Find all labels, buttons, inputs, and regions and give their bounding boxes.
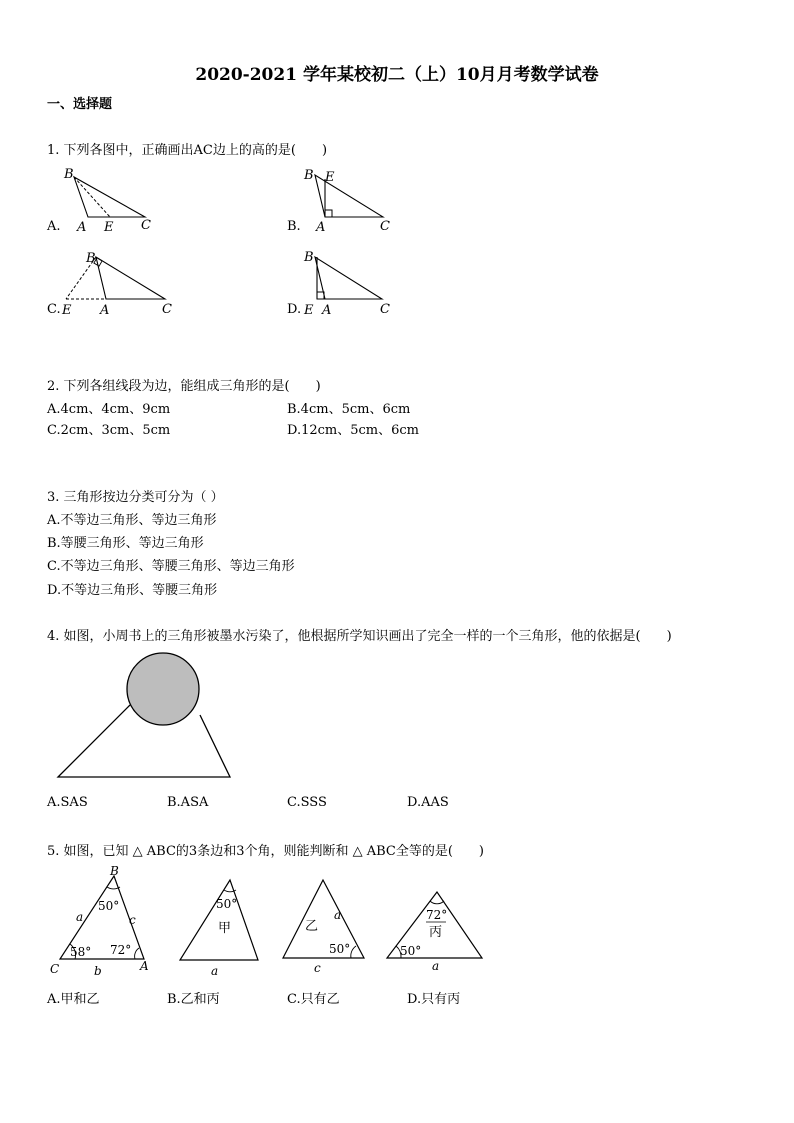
q4-option-c[interactable]: C.SSS [287,795,327,810]
q3-option-c[interactable]: C.不等边三角形、等腰三角形、等边三角形 [47,559,295,574]
label-b: B [64,167,74,182]
right-angle-mark [325,210,332,217]
side-a: a [432,959,440,973]
side-c: c [129,913,136,927]
angle-left-value: 50° [400,944,422,958]
page-title: 2020-2021 学年某校初二（上）10月月考数学试卷 [195,65,599,85]
angle-arc-top [430,901,444,904]
right-angle-mark [317,292,324,299]
label-b: B [304,250,314,265]
q3-option-d[interactable]: D.不等边三角形、等腰三角形 [47,583,218,598]
angle-b-value: 50° [98,899,120,913]
angle-arc-a [135,948,139,959]
label-c: C [162,302,172,317]
q1-figure-d [298,247,398,319]
triangle-name: 乙 [305,919,319,934]
q5-option-c[interactable]: C.只有乙 [287,992,340,1007]
triangle [180,880,258,960]
side-a: a [211,964,219,978]
q1-figure-a [60,165,160,235]
side-a: a [76,910,84,924]
label-c: C [141,218,151,233]
dashed-altitude [74,177,110,217]
q5-triangle-yi [278,872,378,982]
triangle [96,257,165,299]
angle-c-value: 58° [70,945,92,959]
label-e: E [104,220,114,235]
triangle [315,257,382,299]
triangle-name: 甲 [218,921,232,936]
q1-option-a-label[interactable]: A. [47,219,61,234]
label-e: E [304,303,314,318]
q1-figure-b [298,165,398,235]
angle-top-value: 72° [426,908,448,922]
q4-option-a[interactable]: A.SAS [47,795,88,810]
q5-option-d[interactable]: D.只有丙 [407,992,461,1007]
q1-option-c-label[interactable]: C. [47,302,61,317]
q5-option-a[interactable]: A.甲和乙 [47,992,100,1007]
ink-blot [127,653,199,725]
label-b: B [86,251,96,266]
angle-value: 50° [329,942,351,956]
q5-triangle-bing [382,878,492,978]
vertex-a: A [140,959,149,973]
triangle [74,177,145,217]
label-c: C [380,302,390,317]
label-a: A [316,220,326,235]
q5-triangle-abc [44,862,162,982]
q1-option-b-label[interactable]: B. [287,219,301,234]
question-5-stem: 5. 如图，已知 △ ABC的3条边和3个角，则能判断和 △ ABC全等的是( ) [47,844,485,859]
question-2-stem: 2. 下列各组线段为边，能组成三角形的是( ) [47,379,321,394]
q4-ink-blotted-triangle [50,650,240,780]
q3-option-b[interactable]: B.等腰三角形、等边三角形 [47,536,204,551]
q3-option-a[interactable]: A.不等边三角形、等边三角形 [47,513,217,528]
q1-figure-c [60,247,180,319]
side-a: a [334,908,342,922]
q2-option-a[interactable]: A.4cm、4cm、9cm [47,402,171,417]
side-b: b [94,964,102,978]
side-c: c [314,961,321,975]
question-1-stem: 1. 下列各图中，正确画出AC边上的高的是( ) [47,143,328,158]
label-a: A [322,303,332,318]
vertex-c: C [50,962,60,976]
vertex-b: B [110,864,119,878]
triangle-name: 丙 [429,925,443,940]
q2-option-d[interactable]: D.12cm、5cm、6cm [287,423,419,438]
q1-option-d-label[interactable]: D. [287,302,302,317]
angle-a-value: 72° [110,943,132,957]
q4-option-d[interactable]: D.AAS [407,795,449,810]
label-a: A [100,303,110,318]
q4-option-b[interactable]: B.ASA [167,795,209,810]
question-3-stem: 3. 三角形按边分类可分为（ ） [47,490,224,505]
section-heading: 一、选择题 [47,97,113,112]
label-b: B [304,168,314,183]
question-4-stem: 4. 如图，小周书上的三角形被墨水污染了，他根据所学知识画出了完全一样的一个三角形，他的依据是( ) [47,629,672,644]
q5-option-b[interactable]: B.乙和丙 [167,992,220,1007]
q2-option-c[interactable]: C.2cm、3cm、5cm [47,423,171,438]
label-e: E [325,170,335,185]
label-c: C [380,219,390,234]
label-e: E [62,303,72,318]
angle-value: 50° [216,897,238,911]
triangle [283,880,364,958]
label-a: A [77,220,87,235]
q2-option-b[interactable]: B.4cm、5cm、6cm [287,402,411,417]
q5-triangle-jia [170,872,270,982]
angle-arc [351,946,356,958]
